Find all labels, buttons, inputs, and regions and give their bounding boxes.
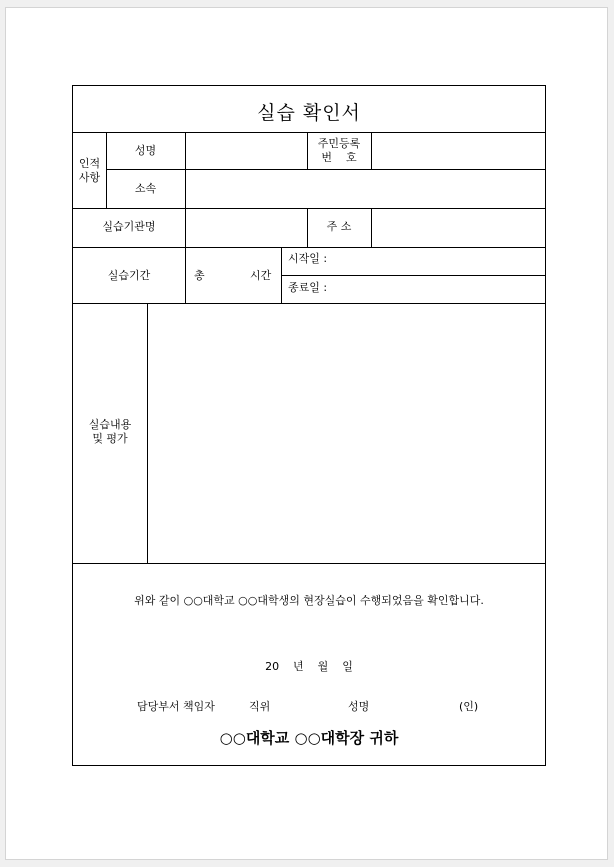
practicum-confirmation-form [72,85,546,766]
confirmation-statement: 위와 같이 ○○대학교 ○○대학생의 현장실습이 수행되었음을 확인합니다. [134,594,484,607]
total-hours-suffix: 시간 [250,269,272,282]
divider [281,247,282,303]
affiliation-field[interactable] [186,172,544,206]
affiliation-label: 소속 [134,182,157,195]
date-line: 20 년 월 일 [265,660,353,673]
content-evaluation-label: 실습내용 및 평가 [88,418,132,445]
seal-label: (인) [459,700,479,713]
signer-name-label: 성명 [348,700,370,713]
end-date-label: 종료일 : [288,281,328,294]
divider [73,208,545,209]
divider [106,169,545,170]
addressee: ○○대학교 ○○대학장 귀하 [219,729,399,747]
rrn-label: 주민등록 번 호 [317,137,361,164]
signer-role: 담당부서 책임자 [137,700,215,713]
divider [73,247,545,248]
form-title: 실습 확인서 [257,102,361,124]
personal-info-label: 인적 사항 [78,157,101,184]
content-evaluation-field[interactable] [148,304,544,562]
institution-name-field[interactable] [186,211,306,245]
institution-name-label: 실습기관명 [102,220,156,233]
rrn-field[interactable] [372,136,544,168]
divider [73,132,545,133]
period-label: 실습기간 [107,269,151,282]
address-field[interactable] [372,211,544,245]
name-label: 성명 [134,144,157,157]
document-page [5,7,608,860]
name-field[interactable] [186,136,306,168]
position-label: 직위 [249,700,271,713]
total-hours-prefix: 총 [194,269,205,282]
address-label: 주 소 [326,220,352,233]
divider [281,275,545,276]
divider [73,563,545,564]
start-date-label: 시작일 : [288,252,328,265]
